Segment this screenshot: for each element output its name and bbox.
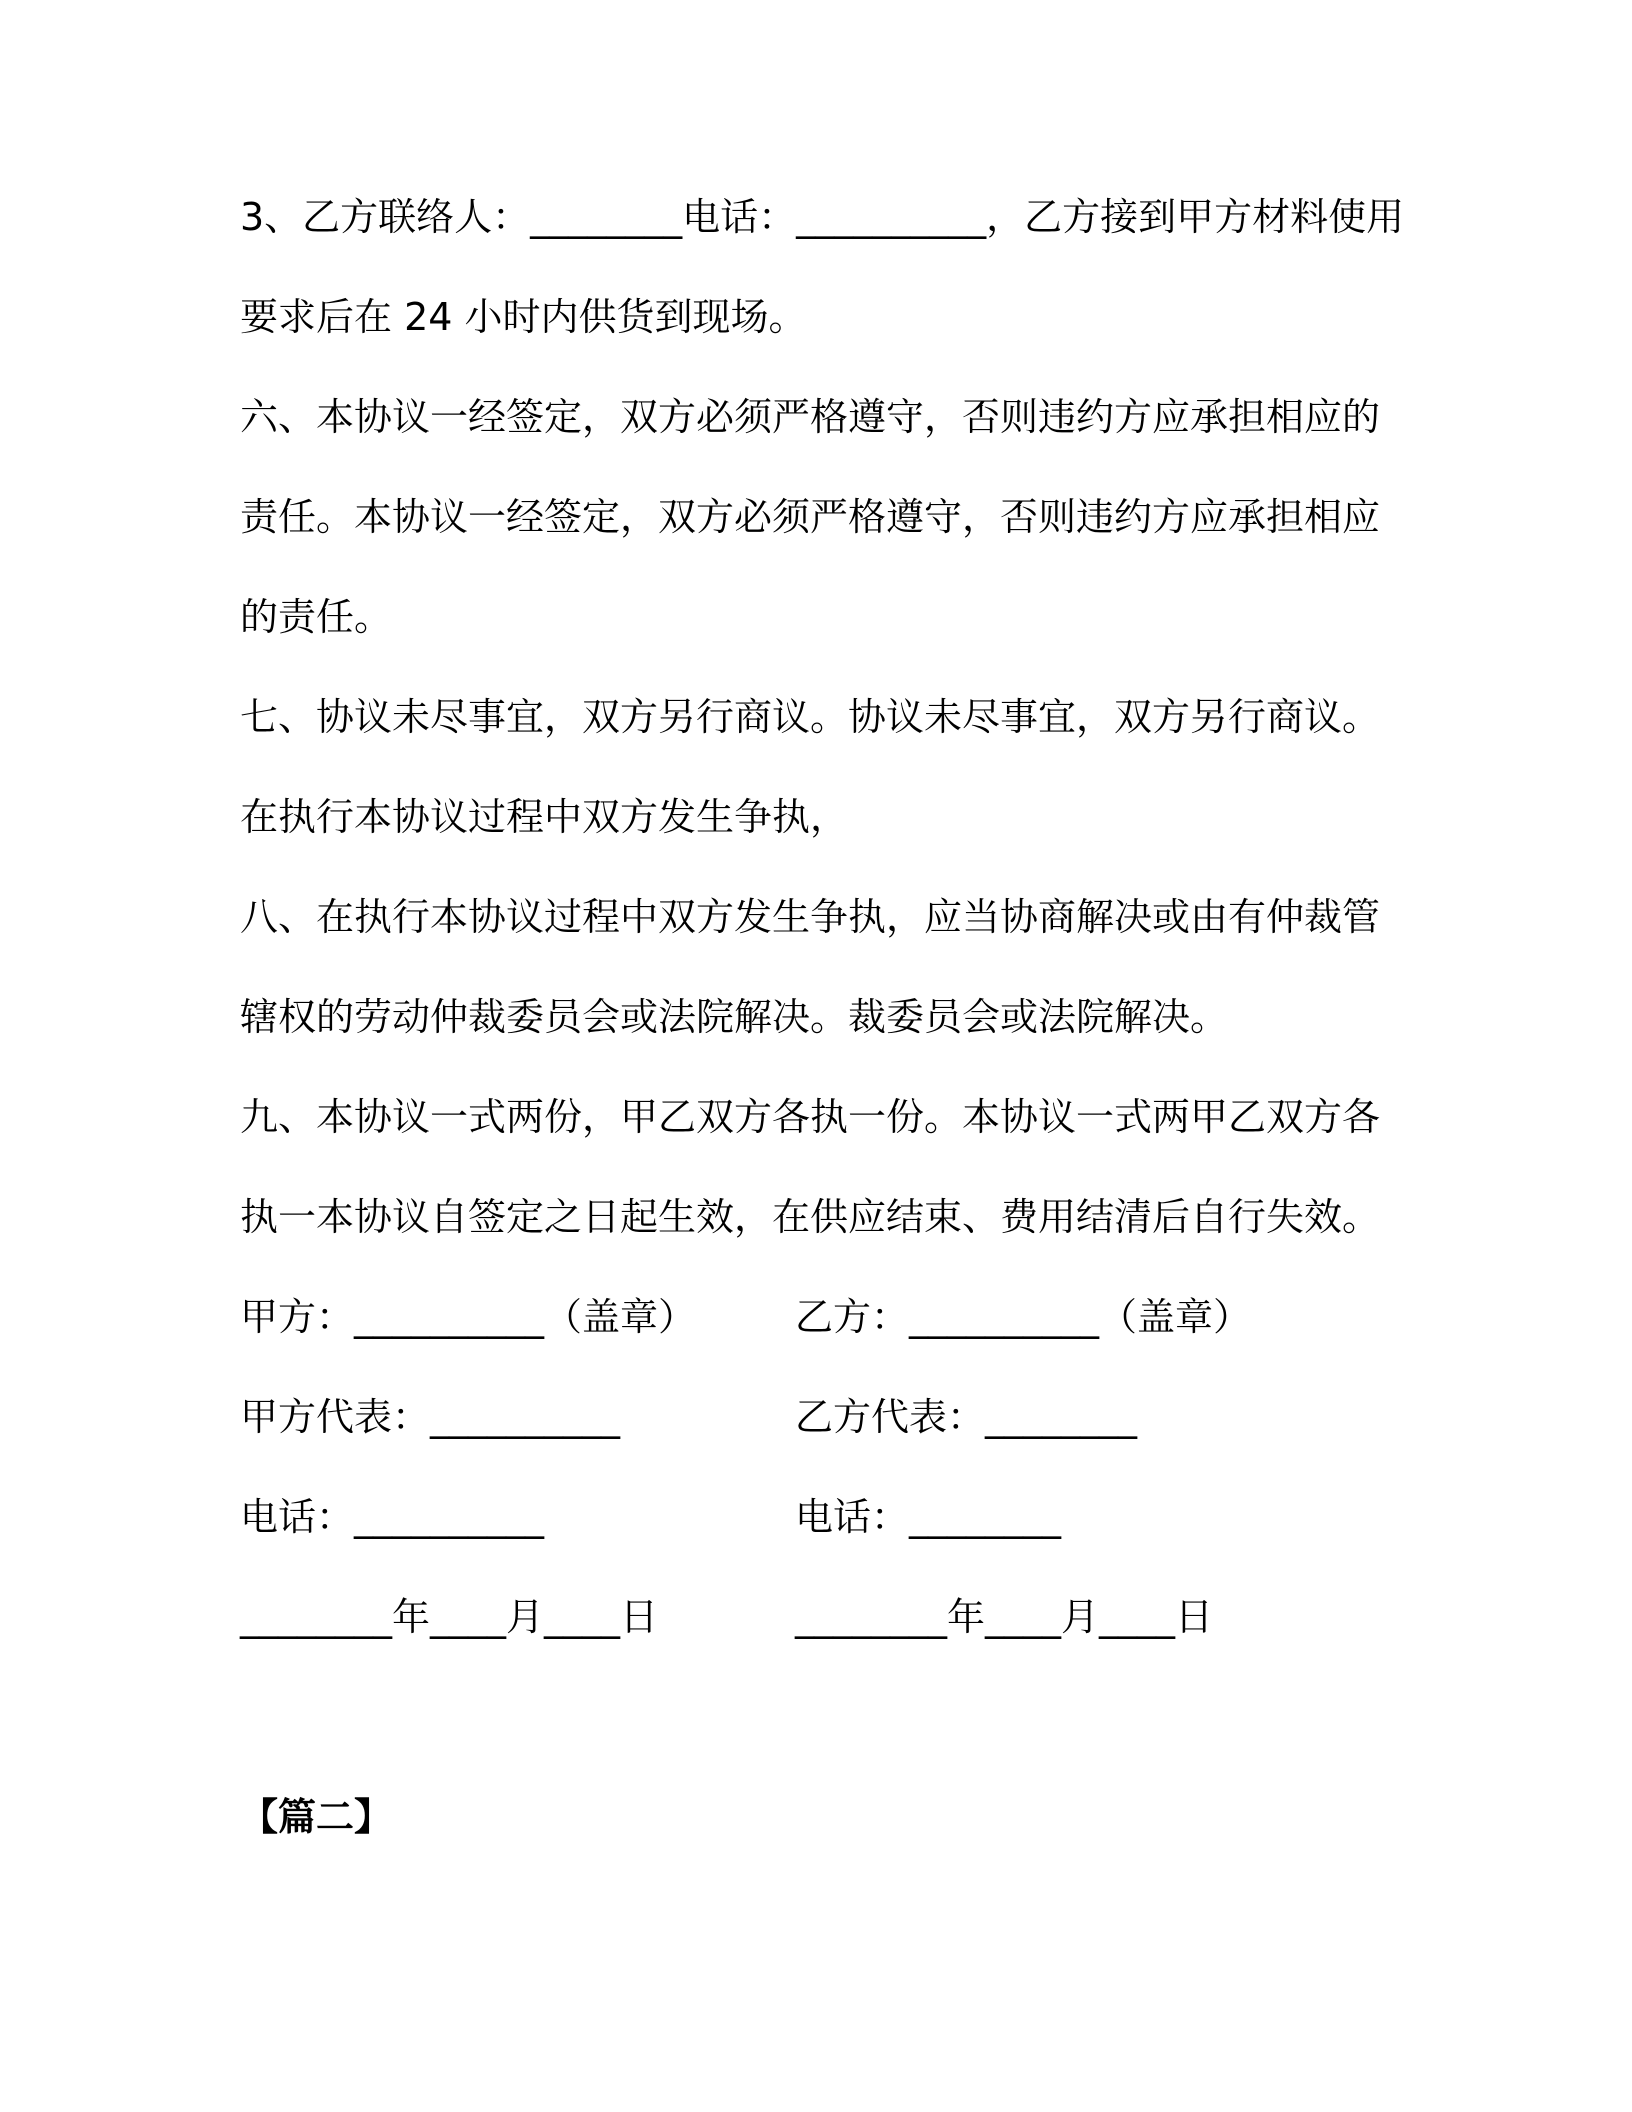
paragraph-line-1: 3、乙方联络人：________电话：__________，乙方接到甲方材料使用	[240, 195, 1405, 239]
party-b-name: 乙方：__________（盖章）	[795, 1295, 1252, 1339]
party-a-phone: 电话：__________	[240, 1495, 545, 1539]
party-b-phone: 电话：________	[795, 1495, 1062, 1539]
paragraph-line-11: 执一本协议自签定之日起生效，在供应结束、费用结清后自行失效。	[240, 1195, 1381, 1239]
party-b-representative: 乙方代表：________	[795, 1395, 1138, 1439]
paragraph-line-6: 七、协议未尽事宜，双方另行商议。协议未尽事宜，双方另行商议。	[240, 695, 1381, 739]
party-a-representative: 甲方代表：__________	[240, 1395, 621, 1439]
paragraph-line-8: 八、在执行本协议过程中双方发生争执，应当协商解决或由有仲裁管	[240, 895, 1381, 939]
section-heading: 【篇二】	[240, 1795, 393, 1839]
paragraph-line-4: 责任。本协议一经签定，双方必须严格遵守，否则违约方应承担相应	[240, 495, 1381, 539]
paragraph-line-2: 要求后在 24 小时内供货到现场。	[240, 295, 807, 339]
party-b-date: ________年____月____日	[795, 1595, 1214, 1639]
paragraph-line-9: 辖权的劳动仲裁委员会或法院解决。裁委员会或法院解决。	[240, 995, 1229, 1039]
party-a-name: 甲方：__________（盖章）	[240, 1295, 697, 1339]
party-a-date: ________年____月____日	[240, 1595, 659, 1639]
paragraph-line-3: 六、本协议一经签定，双方必须严格遵守，否则违约方应承担相应的	[240, 395, 1381, 439]
paragraph-line-10: 九、本协议一式两份，甲乙双方各执一份。本协议一式两甲乙双方各	[240, 1095, 1381, 1139]
paragraph-line-7: 在执行本协议过程中双方发生争执，	[240, 795, 849, 839]
paragraph-line-5: 的责任。	[240, 595, 393, 639]
